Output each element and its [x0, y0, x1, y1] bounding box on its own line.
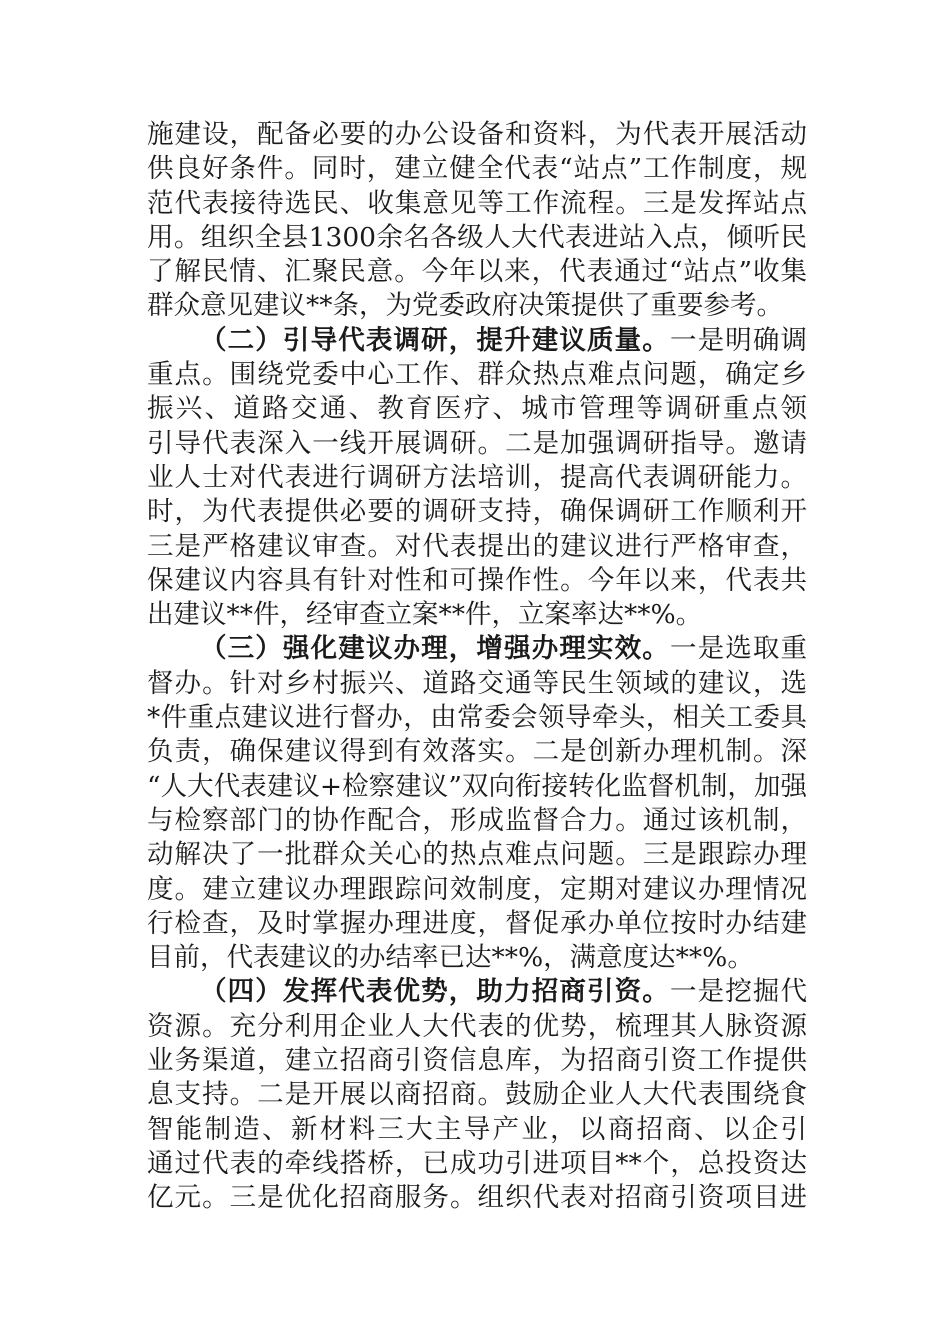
- text-line: *件重点建议进行督办，由常委会领导牵头，相关工委具: [147, 702, 807, 734]
- text-line: 智能制造、新材料三大主导产业，以商招商、以企引: [147, 1113, 807, 1145]
- section-heading-continuation: 一是明确调: [669, 324, 807, 356]
- text-line: 供良好条件。同时，建立健全代表“站点”工作制度，规: [147, 153, 807, 185]
- section-heading: （四）发挥代表优势，助力招商引资。: [200, 976, 670, 1008]
- body-text: [147, 118, 807, 1216]
- text-line: 业人士对代表进行调研方法培训，提高代表调研能力。: [147, 461, 807, 493]
- text-line: 引导代表深入一线开展调研。二是加强调研指导。邀请: [147, 427, 807, 459]
- section-heading-continuation: 一是挖掘代: [669, 976, 807, 1008]
- text-line: 息支持。二是开展以商招商。鼓励企业人大代表围绕食: [147, 1079, 807, 1111]
- text-line: 度。建立建议办理跟踪问效制度，定期对建议办理情况: [147, 873, 807, 905]
- section-heading: （二）引导代表调研，提升建议质量。: [200, 324, 670, 356]
- text-line: 振兴、道路交通、教育医疗、城市管理等调研重点领: [147, 393, 807, 425]
- text-line: 施建设，配备必要的办公设备和资料，为代表开展活动: [147, 119, 807, 150]
- text-line: 与检察部门的协作配合，形成监督合力。通过该机制，: [147, 804, 807, 836]
- text-line: 行检查，及时掌握办理进度，督促承办单位按时办结建: [147, 907, 807, 939]
- text-line: 时，为代表提供必要的调研支持，确保调研工作顺利开: [147, 496, 807, 528]
- section-heading-line: [147, 975, 807, 1009]
- section-heading: （三）强化建议办理，增强办理实效。: [200, 633, 670, 665]
- text-line: 用。组织全县1300余名各级人大代表进站入点，倾听民: [147, 221, 807, 253]
- text-line: 保建议内容具有针对性和可操作性。今年以来，代表共: [147, 564, 807, 596]
- text-line: “人大代表建议+检察建议”双向衔接转化监督机制，加强: [147, 770, 807, 802]
- text-line: 业务渠道，建立招商引资信息库，为招商引资工作提供: [147, 1045, 807, 1077]
- text-line: 出建议**件，经审查立案**件，立案率达**%。: [147, 599, 703, 631]
- section-heading-line: [147, 632, 807, 666]
- text-line: 动解决了一批群众关心的热点难点问题。三是跟踪办理: [147, 839, 807, 871]
- section-heading-continuation: 一是选取重: [669, 633, 807, 665]
- text-line: 通过代表的牵线搭桥，已成功引进项目**个，总投资达: [147, 1147, 807, 1179]
- text-line: 亿元。三是优化招商服务。组织代表对招商引资项目进: [147, 1182, 807, 1214]
- text-line: 负责，确保建议得到有效落实。二是创新办理机制。深: [147, 736, 807, 768]
- text-line: 范代表接待选民、收集意见等工作流程。三是发挥站点: [147, 187, 807, 219]
- text-line: 督办。针对乡村振兴、道路交通等民生领域的建议，选: [147, 667, 807, 699]
- text-line: 目前，代表建议的办结率已达**%，满意度达**%。: [147, 942, 754, 974]
- section-heading-line: [147, 324, 807, 358]
- text-line: 了解民情、汇聚民意。今年以来，代表通过“站点”收集: [147, 256, 807, 288]
- text-line: 重点。围绕党委中心工作、群众热点难点问题，确定乡: [147, 359, 807, 391]
- text-line: 资源。充分利用企业人大代表的优势，梳理其人脉资源: [147, 1010, 807, 1042]
- text-line: 群众意见建议**条，为党委政府决策提供了重要参考。: [147, 290, 783, 322]
- text-line: 三是严格建议审查。对代表提出的建议进行严格审查，: [147, 530, 807, 562]
